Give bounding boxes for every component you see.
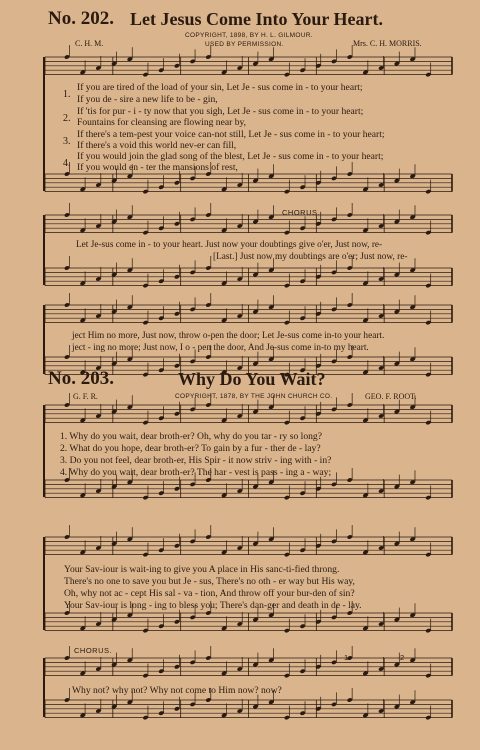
hymn2-verse-4-a: 4. Why do you wait, dear broth-er? The har - vest is pass - ing a - way; xyxy=(60,467,332,478)
hymn2-copyright: COPYRIGHT, 1878, BY THE JOHN CHURCH CO. xyxy=(175,393,333,400)
hymn1-title: Let Jesus Come Into Your Heart. xyxy=(130,9,383,29)
hymn2-verse-2-a: 2. What do you hope, dear broth-er? To gain by a fur - ther de - lay? xyxy=(60,443,321,454)
hymn2-first-ending: 1 xyxy=(344,653,349,662)
staff-0 xyxy=(45,45,452,77)
hymn2-author-right: GEO. F. ROOT. xyxy=(365,392,417,401)
hymn1-verse-1-line2: If you de - sire a new life to be - gin, xyxy=(77,94,218,105)
hymn1-author-right: Mrs. C. H. MORRIS. xyxy=(353,39,422,48)
hymn2-verse-3-a: 3. Do you not feel, dear broth-er, His Spir - it now striv - ing with - in? xyxy=(60,455,332,466)
hymn1-verse-1-number: 1. xyxy=(63,89,71,100)
hymn1-verse-1-line1: If you are tired of the load of your sin, Let Je - sus come in - to your heart; xyxy=(77,82,363,93)
hymn1-chorus-line2: [Last.] Just now my doubtings are o'er; Just now, re- xyxy=(213,252,408,262)
hymn2-verse-2-b: There's no one to save you but Je - sus, There's no oth - er way but His way, xyxy=(64,576,355,587)
hymn2-number: No. 203. xyxy=(48,368,114,389)
hymn2-verse-1-a: 1. Why do you wait, dear broth-er? Oh, why do you tar - ry so long? xyxy=(60,431,322,442)
hymn1-chorus-line1: Let Je-sus come in - to your heart. Just now your doubtings give o'er, Just now, re- xyxy=(76,240,383,250)
staff-8 xyxy=(45,525,452,557)
hymn1-copyright: COPYRIGHT, 1898, BY H. L. GILMOUR. xyxy=(185,32,313,39)
hymn1-number: No. 202. xyxy=(48,8,114,29)
hymn1-verse-3-line2: If there's a void this world nev-er can fill, xyxy=(77,140,237,151)
hymn1-chorus-line4: ject - ing no more; Just now, I o - pen the door, And Je-sus come in-to my heart. xyxy=(72,343,369,353)
hymn1-verse-4-line2: If you would en - ter the mansions of rest, xyxy=(77,162,238,173)
hymn1-chorus-label: CHORUS. xyxy=(282,208,321,217)
hymn2-author-left: G. F. R. xyxy=(73,392,98,401)
hymn1-verse-3-line1: If there's a tem-pest your voice can-not still, Let Je - sus come in - to your heart; xyxy=(77,129,385,140)
hymn2-chorus-line: Why not? why not? Why not come to Him now? now? xyxy=(72,685,282,696)
hymn1-verse-2-number: 2. xyxy=(63,113,71,124)
hymn1-permission: USED BY PERMISSION. xyxy=(205,41,284,48)
hymn1-verse-4-number: 4. xyxy=(63,158,71,169)
hymn1-author-left: C. H. M. xyxy=(75,39,104,48)
hymn1-verse-3-number: 3. xyxy=(63,136,71,147)
hymn1-chorus-line3: ject Him no more, Just now, throw o-pen the door; Let Je-sus come in-to your heart. xyxy=(72,331,385,341)
staff-2 xyxy=(45,203,452,235)
hymn1-verse-2-line2: Fountains for cleansing are flowing near by, xyxy=(77,117,247,128)
hymn2-verse-3-b: Oh, why not ac - cept His sal - va - tion, And throw off your bur-den of sin? xyxy=(64,588,355,599)
staff-4 xyxy=(45,293,452,325)
hymn1-verse-4-line1: If you would join the glad song of the blest, Let Je - sus come in - to your heart; xyxy=(77,151,384,162)
hymn2-verse-1-b: Your Sav-iour is wait-ing to give you A place in His sanc-ti-fied throng. xyxy=(64,564,340,575)
hymn2-title: Why Do You Wait? xyxy=(178,369,326,389)
hymn2-chorus-label: CHORUS. xyxy=(74,646,113,655)
hymn1-verse-2-line1: If 'tis for pur - i - ty now that you sigh, Let Je - sus come in - to your heart; xyxy=(77,106,364,117)
hymn2-verse-4-b: Your Sav-iour is long - ing to bless you; There's dan-ger and death in de - lay. xyxy=(64,600,362,611)
hymn2-second-ending: 2 xyxy=(400,653,405,662)
